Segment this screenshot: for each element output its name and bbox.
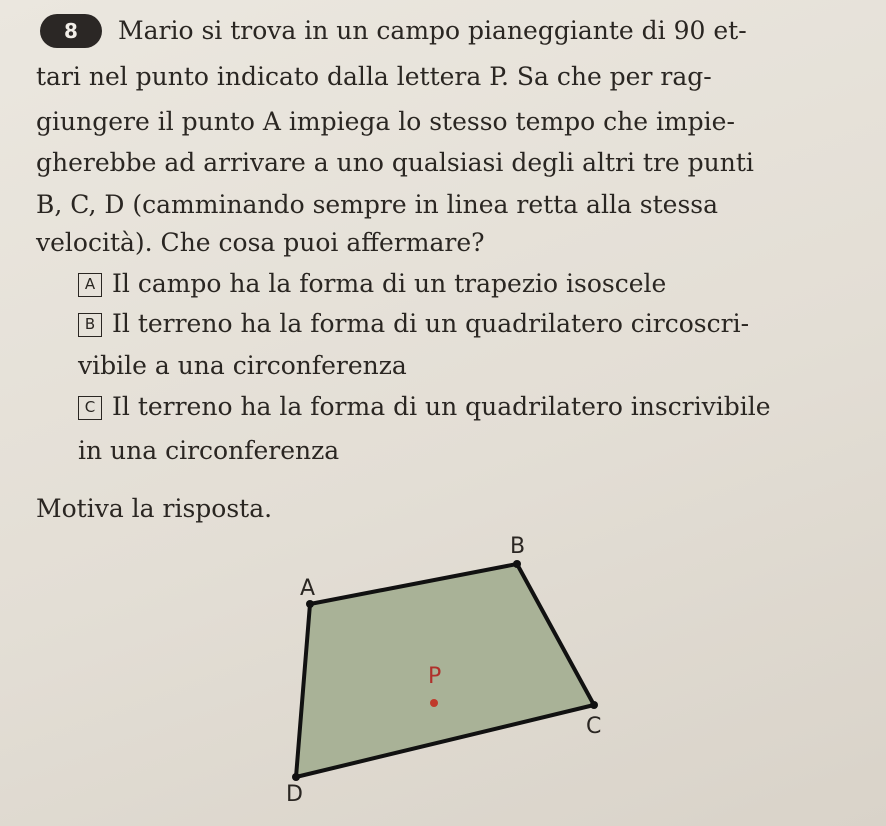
- vertex-b-dot: [513, 560, 521, 568]
- question-line: velocità). Che cosa puoi affermare?: [36, 228, 485, 257]
- option-c-continued: in una circonferenza: [78, 436, 340, 465]
- vertex-c-dot: [590, 701, 598, 709]
- label-c: C: [586, 714, 602, 739]
- point-p-dot: [430, 699, 438, 707]
- prompt-motiva: Motiva la risposta.: [36, 494, 273, 523]
- label-a: A: [300, 576, 316, 601]
- exercise-number-badge: [40, 14, 102, 48]
- question-line: giungere il punto A impiega lo stesso tempo che impie-: [36, 107, 735, 136]
- option-a[interactable]: [78, 263, 886, 304]
- question-line: B, C, D (camminando sempre in linea retta alla stessa: [36, 190, 719, 219]
- option-b-text: Il terreno ha la forma di un quadrilatero circoscri-: [112, 309, 750, 338]
- label-d: D: [286, 782, 303, 807]
- label-p: P: [428, 664, 442, 689]
- vertex-d-dot: [292, 773, 300, 781]
- option-b[interactable]: [78, 303, 886, 344]
- quadrilateral-figure: [260, 520, 620, 820]
- label-b: B: [510, 534, 526, 559]
- exercise-number: 8: [64, 19, 78, 43]
- option-c-letter: C: [78, 396, 102, 420]
- question-line: tari nel punto indicato dalla lettera P. Sa che per rag-: [36, 62, 712, 91]
- option-a-letter: A: [78, 273, 102, 297]
- option-b-letter: B: [78, 313, 102, 337]
- quadrilateral-field: [296, 564, 594, 777]
- option-c[interactable]: [78, 386, 886, 427]
- option-a-text: Il campo ha la forma di un trapezio isoscele: [112, 269, 667, 298]
- option-b-continued: vibile a una circonferenza: [78, 351, 407, 380]
- vertex-a-dot: [306, 600, 314, 608]
- question-line: gherebbe ad arrivare a uno qualsiasi degli altri tre punti: [36, 148, 754, 177]
- option-c-text: Il terreno ha la forma di un quadrilatero inscrivibile: [112, 392, 771, 421]
- question-line: Mario si trova in un campo pianeggiante di 90 et-: [118, 16, 747, 45]
